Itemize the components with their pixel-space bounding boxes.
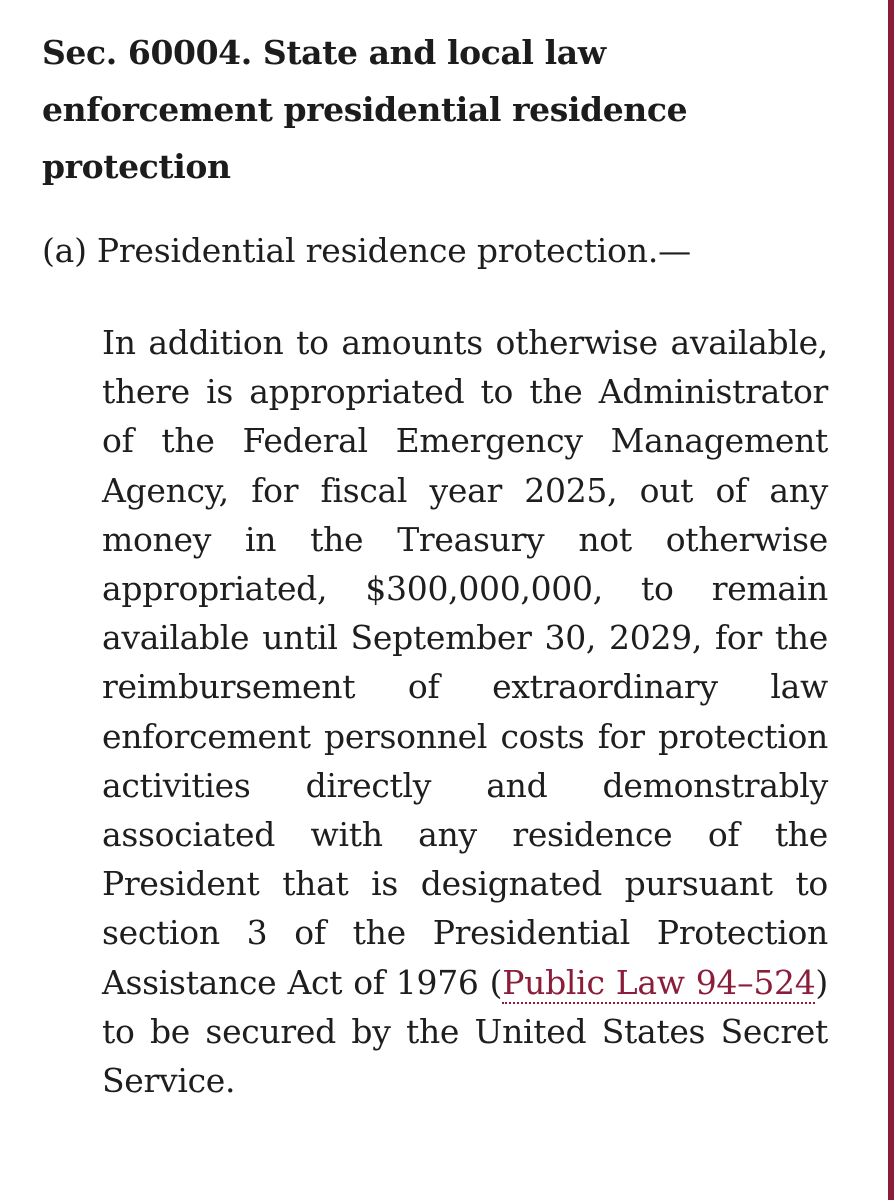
subsection-marker: (a) [42,231,87,270]
accent-bar [888,0,894,1200]
subsection-a-body [102,318,828,1105]
public-law-link[interactable]: Public Law 94–524 [502,962,816,1002]
body-text-after-link: ) to be secured by the United States Secret Service. [102,962,828,1101]
subsection-a-heading [42,226,842,276]
subsection-title: Presidential residence protection.— [96,231,691,270]
section-heading: Sec. 60004. State and local law enforcement presidential residence protection [42,33,688,186]
body-text-before-link: In addition to amounts otherwise available, there is appropriated to the Administrator of the Federal Emergency Management Agency, for fiscal year 2025, out of any money in the Treasury not otherwise appropriated, $300,000,000, to remain available until September 30, 2029, for the reimbursement of extraordinary law enforcement personnel costs for protection activities directly and demonstrably associated with any residence of the President that is designated pursuant to section 3 of the Presidential Protection Assistance Act of 1976 ( [102,323,828,1002]
